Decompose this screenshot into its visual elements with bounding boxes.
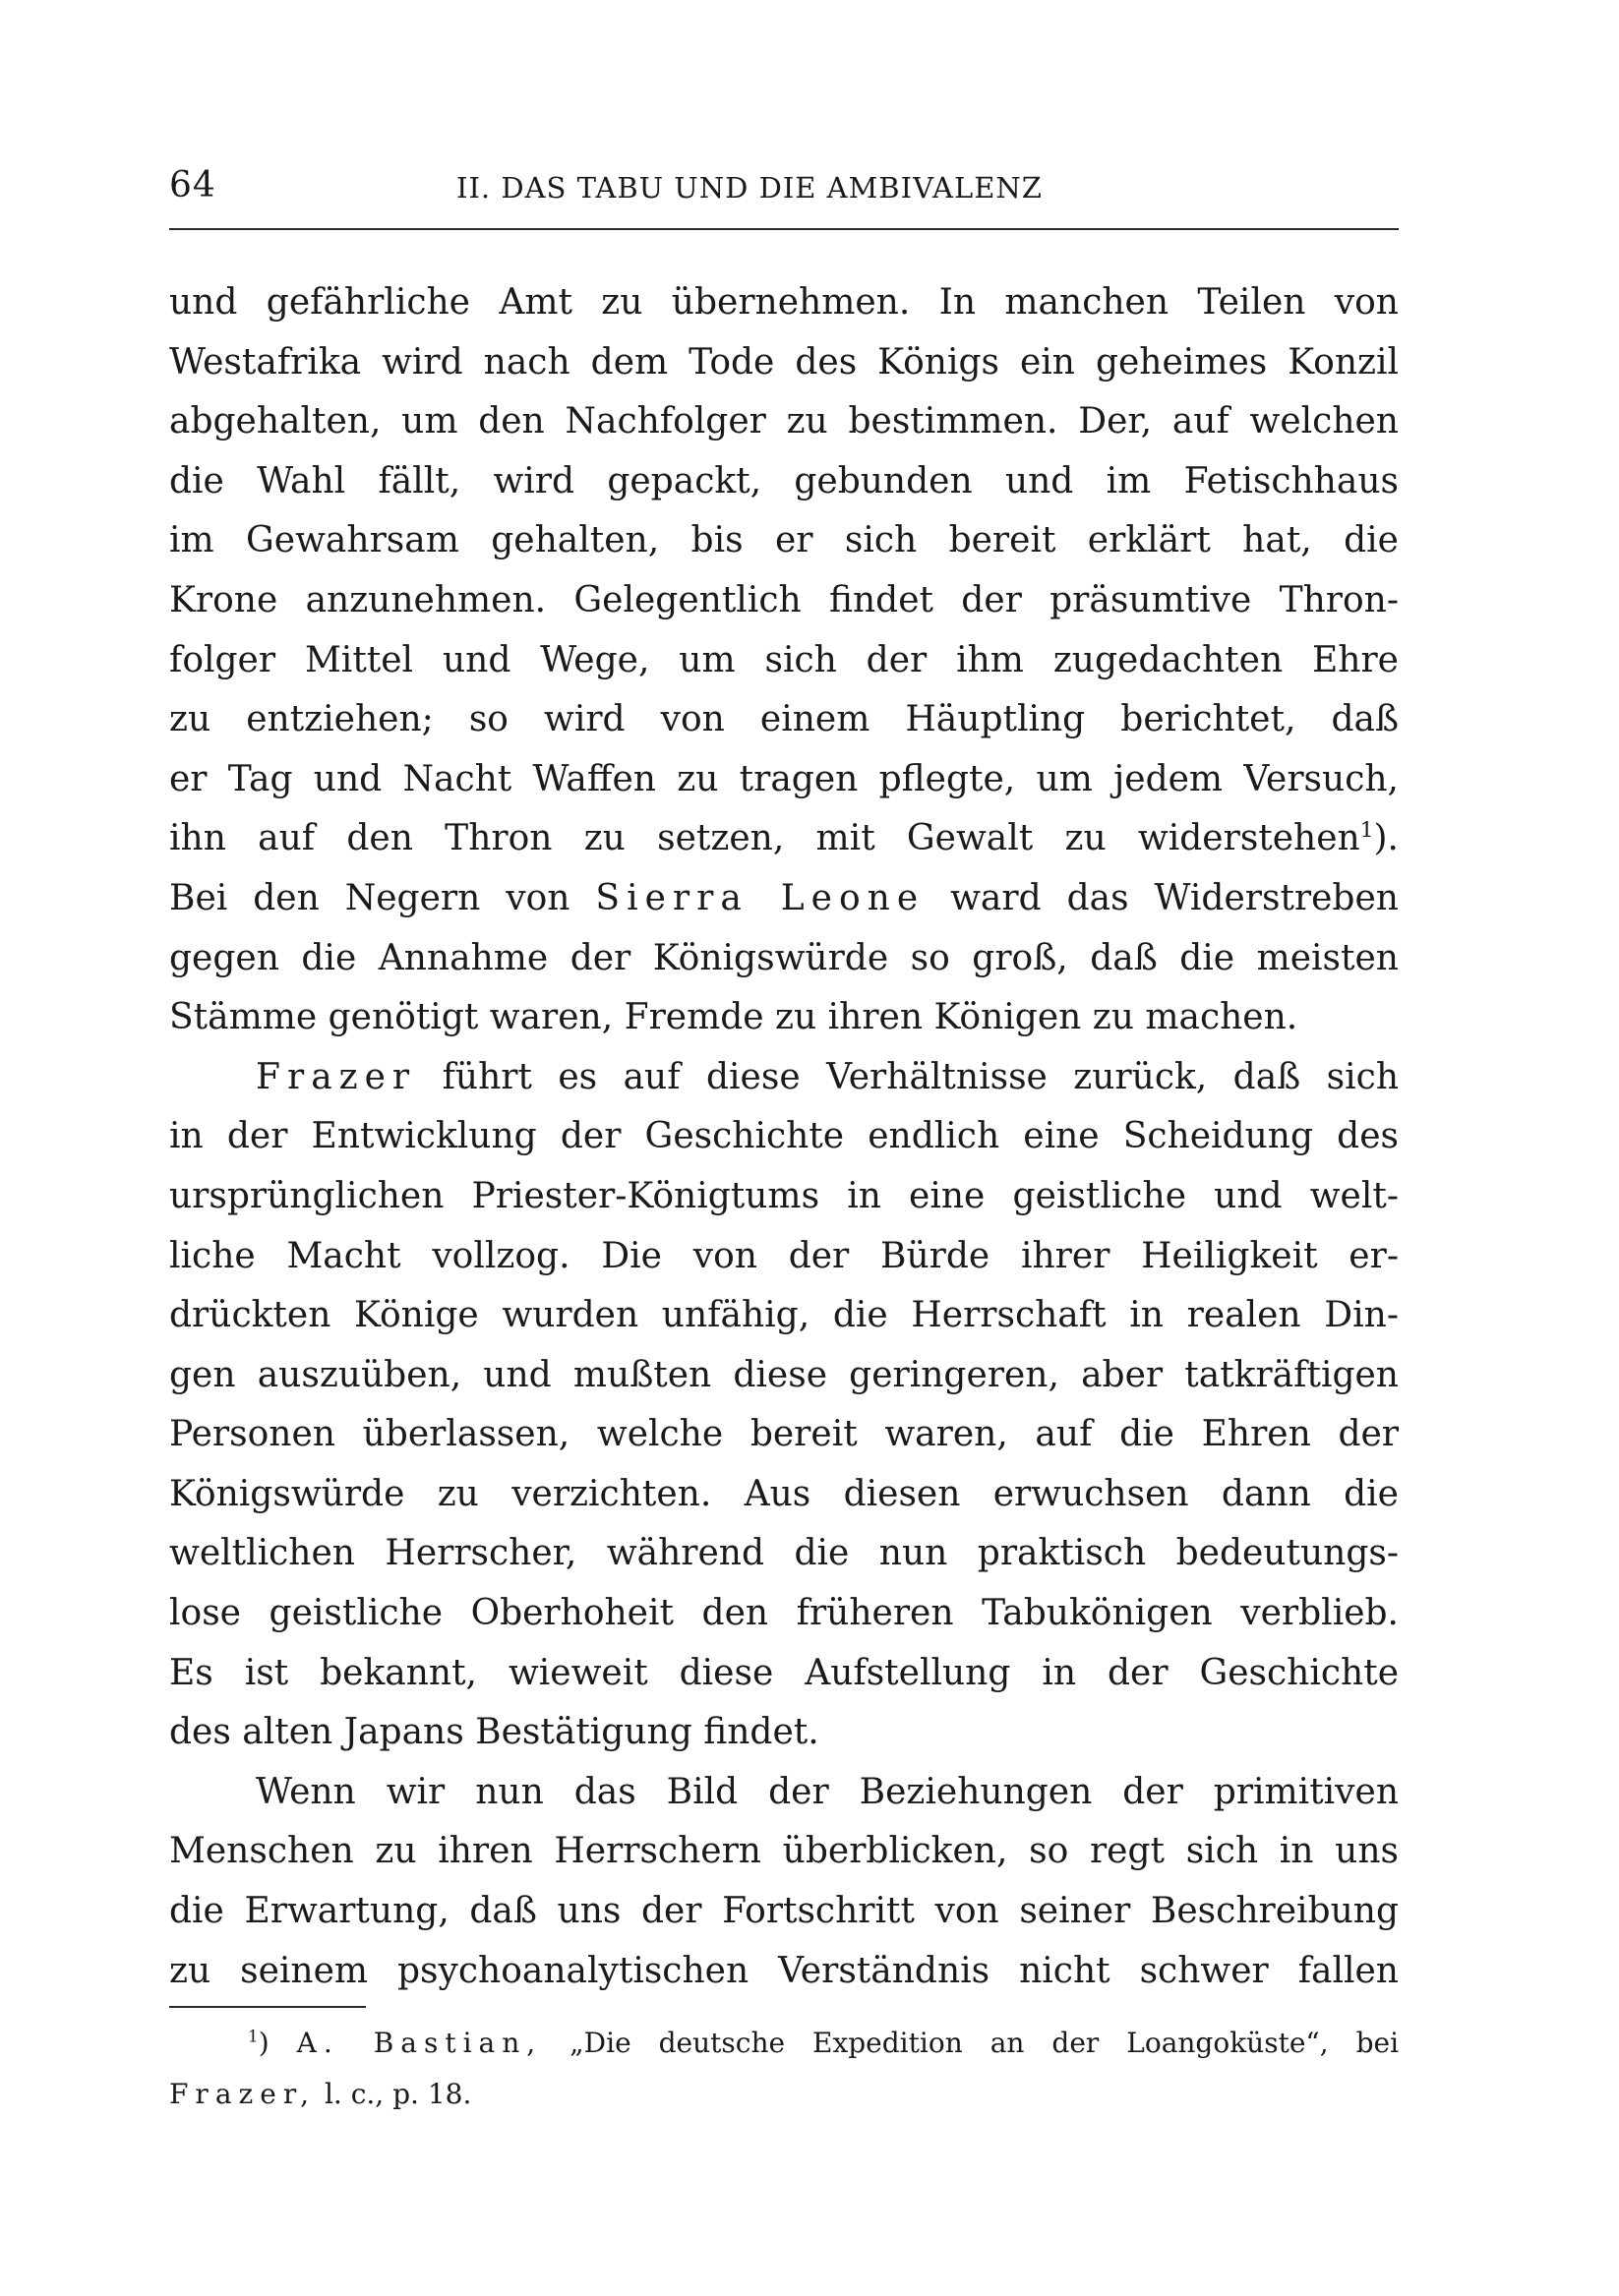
body-text: [169, 273, 1399, 2001]
footnotes: [169, 2018, 1399, 2120]
footnote-text: l. c., p. 18.: [324, 2078, 472, 2110]
text-line: [169, 869, 1399, 929]
text-line: [169, 1048, 1399, 1108]
text-line: zu seinem psychoanalytischen Verständnis nicht schwer fallen: [169, 1950, 1399, 1991]
text-segment: Bei den Negern von: [169, 877, 570, 918]
footnote-line: [169, 2018, 1399, 2069]
text-line: zu entziehen; so wird von einem Häuptling berichtet, daß: [169, 699, 1399, 740]
text-line: er Tag und Nacht Waffen zu tragen pflegte, um jedem Versuch,: [169, 758, 1399, 799]
text-line: Königswürde zu verzichten. Aus diesen erwuchsen dann die: [169, 1473, 1399, 1514]
text-line: ursprünglichen Priester-Königtums in eine geistliche und welt-: [169, 1175, 1399, 1216]
text-line: gegen die Annahme der Königswürde so groß, daß die meisten: [169, 937, 1399, 978]
running-head: [169, 165, 1399, 214]
author-name-spaced: Frazer: [256, 1056, 417, 1097]
text-line: gen auszuüben, und mußten diese geringeren, aber tatkräftigen: [169, 1354, 1399, 1395]
text-segment: ).: [1373, 818, 1399, 859]
text-line: die Erwartung, daß uns der Fortschritt von seiner Beschreibung: [169, 1891, 1399, 1932]
page-number: 64: [169, 165, 216, 206]
footnote-line: [169, 2069, 1399, 2120]
text-line: abgehalten, um den Nachfolger zu bestimmen. Der, auf welchen: [169, 401, 1399, 442]
text-line: Krone anzunehmen. Gelegentlich findet der präsumtive Thron-: [169, 579, 1399, 620]
footnote-author: Frazer,: [169, 2078, 317, 2110]
text-line: weltlichen Herrscher, während die nun praktisch bedeutungs-: [169, 1533, 1399, 1574]
footnote-author: A. Bastian,: [296, 2027, 543, 2059]
text-line: [169, 809, 1399, 869]
text-line: Westafrika wird nach dem Tode des Königs ein geheimes Konzil: [169, 341, 1399, 383]
text-line: drückten Könige wurden unfähig, die Herrschaft in realen Din-: [169, 1295, 1399, 1336]
text-line: in der Entwicklung der Geschichte endlich eine Scheidung des: [169, 1116, 1399, 1157]
text-line: des alten Japans Bestätigung findet.: [169, 1712, 819, 1753]
text-segment: ward das Widerstreben: [950, 877, 1399, 918]
text-line: Stämme genötigt waren, Fremde zu ihren Königen zu machen.: [169, 997, 1298, 1038]
footnote-paren: ): [258, 2027, 270, 2059]
footnote-rule: [169, 2006, 366, 2008]
text-line: Es ist bekannt, wieweit diese Aufstellung in der Geschichte: [169, 1652, 1399, 1693]
footnote-marker: 1: [248, 2026, 259, 2046]
text-line: Menschen zu ihren Herrschern überblicken, so regt sich in uns: [169, 1831, 1399, 1872]
text-line: folger Mittel und Wege, um sich der ihm zugedachten Ehre: [169, 639, 1399, 680]
text-line: Personen überlassen, welche bereit waren, auf die Ehren der: [169, 1414, 1399, 1455]
text-line: die Wahl fällt, wird gepackt, gebunden und im Fetischhaus: [169, 460, 1399, 501]
text-line: liche Macht vollzog. Die von der Bürde ihrer Heiligkeit er-: [169, 1235, 1399, 1276]
text-line: und gefährliche Amt zu übernehmen. In manchen Teilen von: [169, 282, 1399, 323]
footnote-ref: 1: [1359, 818, 1374, 844]
text-line: lose geistliche Oberhoheit den früheren Tabukönigen verblieb.: [169, 1593, 1399, 1634]
header-rule: [169, 228, 1399, 230]
chapter-title: II. DAS TABU UND DIE AMBIVALENZ: [456, 171, 1043, 205]
text-segment: ihn auf den Thron zu setzen, mit Gewalt zu widerstehen: [169, 818, 1360, 859]
text-segment: führt es auf diese Verhältnisse zurück, daß sich: [442, 1056, 1399, 1097]
text-line: im Gewahrsam gehalten, bis er sich bereit erklärt hat, die: [169, 520, 1399, 561]
footnote-text: „Die deutsche Expedition an der Loangoküste“, bei: [570, 2027, 1400, 2059]
text-line: Wenn wir nun das Bild der Beziehungen der primitiven: [256, 1771, 1399, 1812]
place-name-spaced: Sierra Leone: [595, 877, 926, 918]
